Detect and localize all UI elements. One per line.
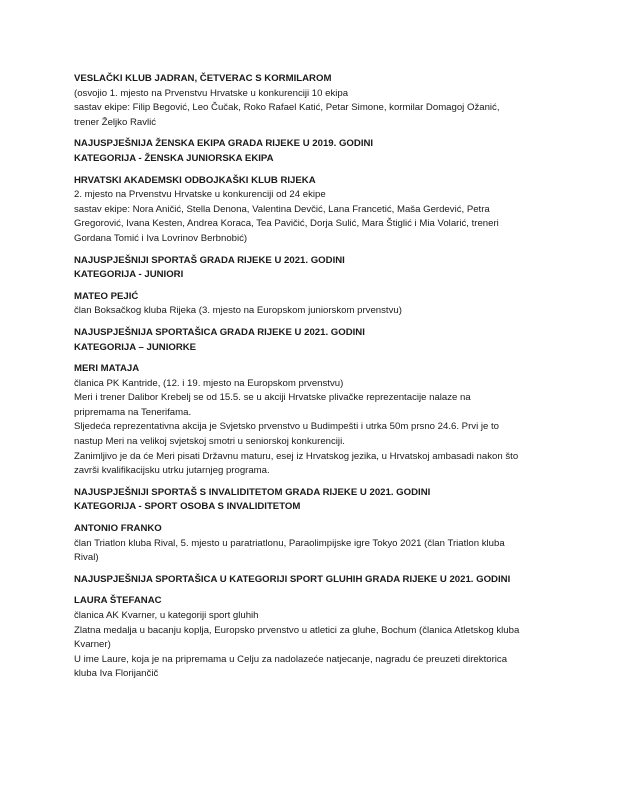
- body-line: član Triatlon kluba Rival, 5. mjesto u paratriatlonu, Paraolimpijske igre Tokyo 2021 (član Triatlon kluba: [74, 537, 505, 549]
- body-line: (osvojio 1. mjesto na Prvenstvu Hrvatske u konkurenciji 10 ekipa: [74, 87, 349, 99]
- award-title: NAJUSPJEŠNIJA SPORTAŠICA GRADA RIJEKE U 2021. GODINI: [74, 326, 365, 338]
- body-line: kluba Iva Florijančič: [74, 668, 159, 680]
- body-line: Rival): [74, 552, 99, 564]
- body-line: sastav ekipe: Nora Aničić, Stella Denona, Valentina Devčić, Lana Francetić, Maša Gerdević, Petra: [74, 203, 490, 215]
- body-line: članica AK Kvarner, u kategoriji sport gluhih: [74, 610, 259, 621]
- section-heading: LAURA ŠTEFANAC: [74, 595, 162, 607]
- body-line: član Boksačkog kluba Rijeka (3. mjesto na Europskom juniorskom prvenstvu): [74, 305, 402, 317]
- section-heading: MATEO PEJIĆ: [74, 290, 139, 302]
- body-line: Gordana Tomić i Iva Lovrinov Berbnobić): [74, 232, 248, 244]
- award-category: KATEGORIJA - JUNIORI: [74, 269, 184, 281]
- section-heading: VESLAČKI KLUB JADRAN, ČETVERAC S KORMILAROM: [74, 73, 332, 84]
- document-page: [74, 72, 574, 682]
- body-line: Zlatna medalja u bacanju koplja, Europsko prvenstvo u atletici za gluhe, Bochum (članica Atletskog kluba: [74, 624, 520, 636]
- body-line: Meri i trener Dalibor Krebelj se od 15.5. se u akciji Hrvatske plivačke reprezentacije nalaze na: [74, 392, 471, 404]
- award-category: KATEGORIJA - SPORT OSOBA S INVALIDITETOM: [74, 501, 301, 513]
- body-line: 2. mjesto na Prvenstvu Hrvatske u konkurenciji od 24 ekipe: [74, 189, 326, 201]
- body-line: sastav ekipe: Filip Begović, Leo Čučak, Roko Rafael Katić, Petar Simone, kormilar Domagoj Ožanić,: [74, 102, 500, 114]
- body-line: U ime Laure, koja je na pripremama u Celju za nadolazeće natjecanje, nagradu će preuzeti direktorica: [74, 653, 508, 665]
- award-title: NAJUSPJEŠNIJI SPORTAŠ GRADA RIJEKE U 2021. GODINI: [74, 254, 345, 266]
- body-line: Kvarner): [74, 639, 111, 651]
- award-title: NAJUSPJEŠNIJI SPORTAŠ S INVALIDITETOM GRADA RIJEKE U 2021. GODINI: [74, 486, 431, 498]
- body-line: članica PK Kantride, (12. i 19. mjesto na Europskom prvenstvu): [74, 377, 344, 389]
- body-line: pripremama na Tenerifama.: [74, 406, 192, 418]
- body-line: završi kvalifikacijsku utrku jutarnjeg programa.: [74, 465, 270, 477]
- award-category: KATEGORIJA – JUNIORKE: [74, 341, 197, 353]
- body-line: Zanimljivo je da će Meri pisati Državnu maturu, esej iz Hrvatskog jezika, u Hrvatskoj ambasadi nakon što: [74, 450, 519, 462]
- award-title: NAJUSPJEŠNIJA ŽENSKA EKIPA GRADA RIJEKE U 2019. GODINI: [74, 138, 374, 150]
- body-line: Gregorović, Ivana Kesten, Andrea Koraca, Tea Pavičić, Dorja Sulić, Mara Štiglić i Mia Volarić, treneri: [74, 218, 499, 230]
- body-line: Sljedeća reprezentativna akcija je Svjetsko prvenstvo u Budimpešti i utrka 50m prsno 24.6. Prvi je to: [74, 421, 500, 433]
- body-line: nastup Meri na velikoj svjetskoj smotri u seniorskoj konkurenciji.: [74, 436, 345, 448]
- section-heading: HRVATSKI AKADEMSKI ODBOJKAŠKI KLUB RIJEKA: [74, 174, 316, 186]
- section-heading: MERI MATAJA: [74, 363, 140, 375]
- body-line: trener Željko Ravlić: [74, 116, 157, 128]
- award-category: KATEGORIJA - ŽENSKA JUNIORSKA EKIPA: [74, 152, 274, 164]
- section-heading: ANTONIO FRANKO: [74, 523, 162, 535]
- award-title: NAJUSPJEŠNIJA SPORTAŠICA U KATEGORIJI SPORT GLUHIH GRADA RIJEKE U 2021. GODINI: [74, 573, 511, 585]
